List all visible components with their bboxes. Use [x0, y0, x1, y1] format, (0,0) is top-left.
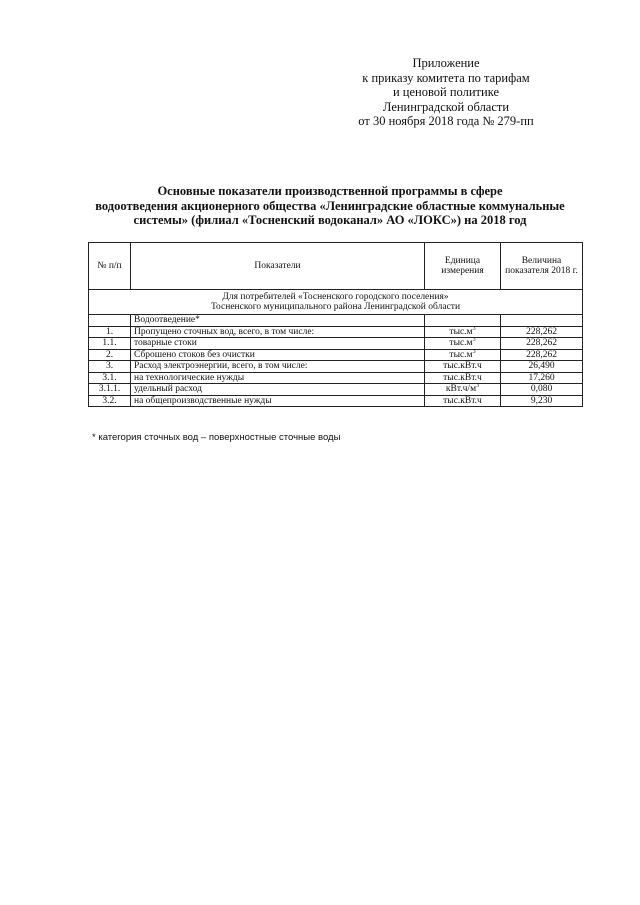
row-unit: [425, 384, 501, 396]
unit-sup: 3: [472, 348, 476, 355]
appendix-line: от 30 ноября 2018 года № 279-пп: [358, 114, 534, 128]
row-num: 2.: [89, 349, 131, 361]
group-title-line: Для потребителей «Тосненского городского поселения»: [222, 291, 449, 302]
row-name: Сброшено стоков без очистки: [131, 349, 425, 361]
row-name: Расход электроэнергии, всего, в том числе:: [131, 361, 425, 373]
table-row: [89, 326, 583, 338]
row-num: 1.: [89, 326, 131, 338]
row-value: 228,262: [501, 338, 583, 350]
row-name: на общепроизводственные нужды: [131, 395, 425, 407]
title-line: водоотведения акционерного общества «Ленинградские областные коммунальные: [95, 198, 565, 213]
header-num: № п/п: [89, 243, 131, 290]
row-name: на технологические нужды: [131, 372, 425, 384]
section-value: [501, 315, 583, 327]
group-title: [89, 290, 583, 315]
row-name: товарные стоки: [131, 338, 425, 350]
footnote: * категория сточных вод – поверхностные сточные воды: [92, 432, 341, 443]
row-num: 1.1.: [89, 338, 131, 350]
row-unit: [425, 361, 501, 373]
unit-sup: 3: [476, 382, 480, 389]
row-num: 3.1.1.: [89, 384, 131, 396]
title-line: Основные показатели производственной программы в сфере: [157, 184, 503, 198]
appendix-line: Ленинградской области: [382, 99, 510, 114]
row-num: 3.: [89, 361, 131, 373]
group-title-line: Тосненского муниципального района Ленинградской области: [210, 302, 461, 312]
header-value: Величина показателя 2018 г.: [501, 243, 583, 290]
row-unit: [425, 349, 501, 361]
unit-text: тыс.м: [449, 338, 473, 348]
section-row: [89, 315, 583, 327]
appendix-line: Приложение: [412, 56, 480, 70]
appendix-line: и ценовой политике: [392, 85, 500, 99]
unit-text: тыс.м: [449, 326, 473, 337]
section-num: [89, 315, 131, 327]
appendix-line: к приказу комитета по тарифам: [362, 70, 530, 85]
table-row: [89, 395, 583, 407]
unit-text: тыс.кВт.ч: [443, 395, 482, 406]
table-row: [89, 361, 583, 373]
table-row: [89, 349, 583, 361]
row-unit: [425, 372, 501, 384]
row-num: 3.1.: [89, 372, 131, 384]
row-value: 9,230: [501, 395, 583, 407]
unit-text: тыс.кВт.ч: [443, 361, 482, 371]
row-value: 0,080: [501, 384, 583, 396]
header-unit: Единица измерения: [425, 243, 501, 290]
document-title: [80, 184, 580, 228]
unit-sup: 3: [472, 336, 476, 343]
unit-text: тыс.м: [449, 349, 473, 360]
table-row: [89, 338, 583, 350]
unit-sup: 3: [472, 325, 476, 332]
row-num: 3.2.: [89, 395, 131, 407]
title-line: системы» (филиал «Тосненский водоканал» АО «ЛОКС») на 2018 год: [133, 213, 527, 227]
group-row: [89, 290, 583, 315]
row-unit: [425, 326, 501, 338]
row-unit: [425, 395, 501, 407]
table-row: [89, 384, 583, 396]
row-value: 228,262: [501, 326, 583, 338]
section-title: Водоотведение*: [131, 315, 425, 327]
section-unit: [425, 315, 501, 327]
row-value: 17,260: [501, 372, 583, 384]
table-row: [89, 372, 583, 384]
unit-text: кВт.ч/м: [445, 384, 477, 394]
table-header-row: [89, 243, 583, 290]
header-name: Показатели: [131, 243, 425, 290]
indicators-table: [88, 242, 583, 407]
row-unit: [425, 338, 501, 350]
appendix-header: [316, 56, 576, 129]
row-value: 26,490: [501, 361, 583, 373]
row-name: удельный расход: [131, 384, 425, 396]
row-name: Пропущено сточных вод, всего, в том числе:: [131, 326, 425, 338]
row-value: 228,262: [501, 349, 583, 361]
unit-text: тыс.кВт.ч: [443, 372, 482, 383]
